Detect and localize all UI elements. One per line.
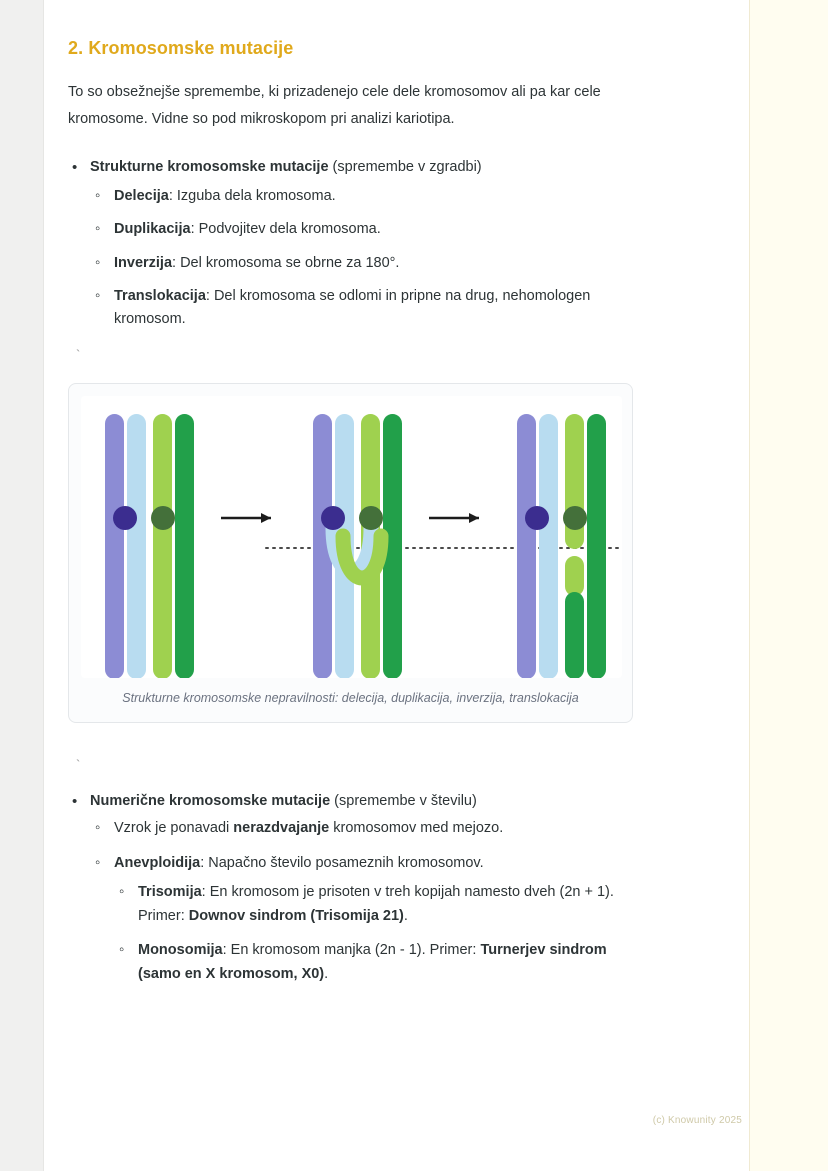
text-duplikacija: : Podvojitev dela kromosoma. — [190, 221, 381, 238]
text-delecija: : Izguba dela kromosoma. — [168, 188, 336, 205]
term-anevploidija: Anevploidija — [114, 854, 201, 871]
tick-mark-top: ` — [76, 347, 81, 363]
term-delecija: Delecija — [114, 188, 169, 205]
cause-bold: nerazdvajanje — [233, 819, 330, 836]
text-inverzija: : Del kromosoma se obrne za 180°. — [172, 254, 400, 271]
list-item — [90, 252, 648, 275]
list-item — [90, 817, 648, 840]
term-duplikacija: Duplikacija — [114, 221, 191, 238]
tail-monosomija: . — [324, 965, 329, 982]
left-margin — [0, 0, 44, 1171]
document-content — [68, 0, 648, 1171]
list-item — [90, 218, 648, 241]
chromosome-diagram-svg — [81, 396, 622, 678]
cause-suffix: kromosomov med mejozo. — [329, 819, 504, 836]
list-item — [114, 939, 648, 986]
numeric-suffix: (spremembe v številu) — [330, 793, 477, 810]
numeric-mutations-list — [68, 789, 648, 986]
text-translokacija: : Del kromosoma se odlomi in pripne na drug, nehomologen kromosom. — [114, 287, 591, 328]
numeric-label: Numerične kromosomske mutacije — [90, 793, 331, 810]
aneuploidy-sublist — [114, 881, 648, 986]
numeric-sublist — [90, 817, 648, 986]
tick-mark-bottom: ` — [76, 757, 81, 773]
bold-downov-sindrom: Downov sindrom (Trisomija 21) — [188, 907, 404, 924]
tail-trisomija: . — [403, 907, 408, 924]
cause-prefix: Vzrok je ponavadi — [114, 819, 234, 836]
structural-suffix: (spremembe v zgradbi) — [328, 158, 482, 175]
term-inverzija: Inverzija — [114, 254, 173, 271]
bold-turnerjev-sindrom: Turnerjev sindrom (samo en X kromosom, X0) — [138, 942, 607, 982]
chromosome-structural-mutations-diagram — [81, 396, 622, 678]
structural-sublist — [90, 185, 648, 331]
right-margin — [750, 0, 828, 1171]
structural-mutations-list — [68, 155, 648, 332]
footer-credit: (c) Knowunity 2025 — [652, 1115, 742, 1126]
page-title: 2. Kromosomske mutacije — [68, 38, 294, 58]
list-item — [90, 185, 648, 208]
text-monosomija: : En kromosom manjka (2n - 1). Primer: — [222, 942, 481, 959]
list-item — [90, 285, 648, 331]
text-trisomija: : En kromosom je prisoten v treh kopijah namesto dveh (2n + 1). Primer: — [138, 884, 614, 924]
list-item-numeric — [68, 789, 648, 986]
term-translokacija: Translokacija — [114, 287, 206, 304]
list-item — [114, 881, 648, 928]
structural-label: Strukturne kromosomske mutacije — [90, 158, 329, 175]
figure-caption: Strukturne kromosomske nepravilnosti: delecija, duplikacija, inverzija, translokacija — [122, 691, 579, 706]
intro-paragraph: To so obsežnejše spremembe, ki prizadenejo cele dele kromosomov ali pa kar cele kromosome. Vidne so pod mikroskopom pri analizi kariotipa. — [68, 84, 601, 127]
list-item-structural — [68, 155, 648, 332]
figure-card — [68, 383, 633, 723]
list-item — [90, 852, 648, 986]
term-monosomija: Monosomija — [138, 942, 223, 959]
term-trisomija: Trisomija — [138, 884, 202, 901]
text-anevploidija: : Napačno število posameznih kromosomov. — [200, 854, 484, 871]
